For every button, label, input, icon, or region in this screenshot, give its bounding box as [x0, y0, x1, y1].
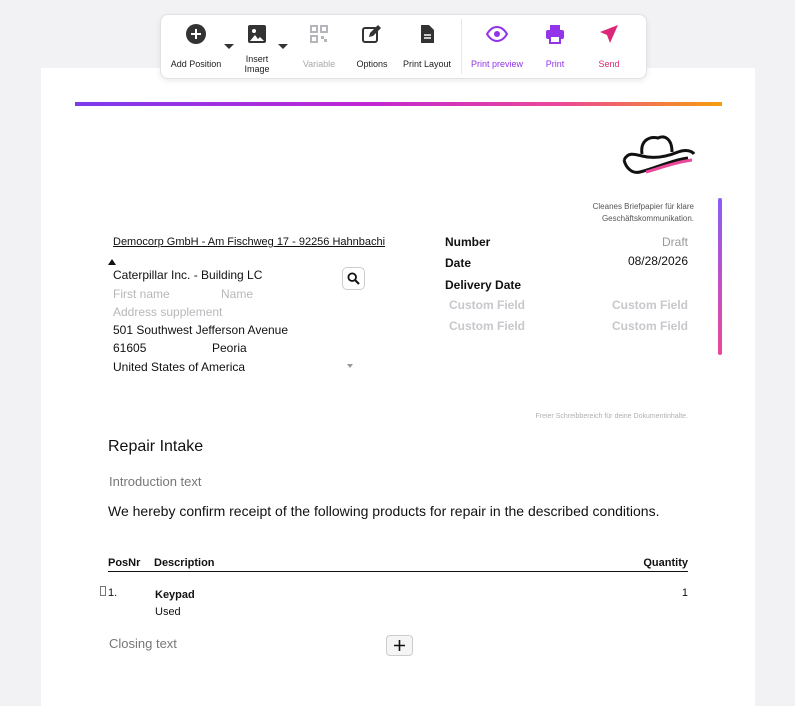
row-item-subtitle[interactable]: Used	[155, 606, 181, 618]
row-posnr: 1.	[108, 587, 118, 599]
editor-toolbar	[160, 14, 647, 79]
add-position-inline-button[interactable]	[386, 635, 413, 656]
eye-icon	[486, 23, 508, 45]
header-gradient-bar	[75, 102, 722, 106]
toolbar-divider	[461, 19, 462, 74]
image-icon	[246, 23, 268, 45]
date-value[interactable]: 08/28/2026	[627, 254, 688, 268]
custom-field-1-label[interactable]: Custom Field	[449, 298, 526, 312]
sender-address-line[interactable]: Democorp GmbH - Am Fischweg 17 - 92256 Hahnbachi	[113, 236, 386, 248]
add-position-dropdown-caret[interactable]	[224, 44, 234, 49]
recipient-company[interactable]: Caterpillar Inc. - Building LC	[113, 268, 263, 282]
custom-field-2-label[interactable]: Custom Field	[449, 319, 526, 333]
print-layout-label: Print Layout	[402, 59, 452, 69]
name-field[interactable]: Name	[221, 287, 254, 301]
col-header-quantity: Quantity	[643, 557, 688, 569]
document-title[interactable]: Repair Intake	[108, 438, 204, 455]
document-icon	[416, 23, 438, 45]
add-position-label: Add Position	[170, 59, 222, 69]
street-field[interactable]: 501 Southwest Jefferson Avenue	[113, 323, 289, 337]
row-item-title[interactable]: Keypad	[155, 589, 195, 601]
print-label: Print	[545, 59, 565, 69]
city-field[interactable]: Peoria	[212, 341, 247, 355]
country-select[interactable]: United States of America	[113, 360, 246, 374]
closing-text-field[interactable]: Closing text	[109, 636, 177, 651]
send-label: Send	[598, 59, 620, 69]
date-label: Date	[445, 256, 472, 270]
print-preview-label: Print preview	[470, 59, 524, 69]
country-dropdown-arrow[interactable]	[347, 364, 353, 368]
delivery-date-label: Delivery Date	[445, 278, 522, 292]
col-header-description: Description	[154, 557, 215, 569]
drag-handle-icon[interactable]	[100, 586, 106, 596]
slogan-line-2: Geschäftskommunikation.	[601, 214, 694, 223]
options-button[interactable]	[347, 15, 397, 78]
slogan-line-1: Cleanes Briefpapier für klare	[592, 202, 694, 211]
introduction-body[interactable]: We hereby confirm receipt of the following products for repair in the described conditions.	[108, 503, 660, 519]
send-button[interactable]	[586, 15, 632, 78]
qr-code-icon	[308, 23, 330, 45]
free-area-note: Freier Schreibbereich für deine Dokumentinhalte.	[535, 413, 688, 420]
send-icon	[598, 23, 620, 45]
address-supplement-field[interactable]: Address supplement	[113, 305, 223, 319]
plus-icon	[394, 640, 405, 651]
search-icon	[347, 272, 360, 285]
introduction-text-field[interactable]: Introduction text	[109, 474, 202, 489]
insert-image-button[interactable]	[234, 15, 280, 78]
zip-field[interactable]: 61605	[113, 341, 147, 355]
row-quantity[interactable]: 1	[681, 587, 688, 599]
cowboy-hat-logo	[620, 132, 696, 182]
custom-field-2-value[interactable]: Custom Field	[611, 319, 688, 333]
letterhead-slogan	[540, 201, 694, 225]
insert-image-label: Insert Image	[244, 54, 270, 74]
add-circle-icon	[185, 23, 207, 45]
number-label: Number	[445, 235, 491, 249]
contact-search-button[interactable]	[342, 267, 365, 290]
collapse-address-triangle[interactable]	[108, 259, 116, 265]
printer-icon	[544, 23, 566, 45]
letterhead-accent-bar	[718, 198, 722, 355]
edit-options-icon	[361, 23, 383, 45]
insert-image-dropdown-caret[interactable]	[278, 44, 288, 49]
options-label: Options	[356, 59, 388, 69]
variable-button[interactable]	[291, 15, 347, 78]
variable-label: Variable	[302, 59, 336, 69]
table-header-rule	[108, 571, 688, 572]
first-name-field[interactable]: First name	[113, 287, 170, 301]
col-header-posnr: PosNr	[108, 557, 141, 569]
print-preview-button[interactable]	[466, 15, 528, 78]
add-position-button[interactable]	[166, 15, 226, 78]
print-layout-button[interactable]	[399, 15, 455, 78]
custom-field-1-value[interactable]: Custom Field	[611, 298, 688, 312]
number-value: Draft	[661, 235, 688, 249]
print-button[interactable]	[532, 15, 578, 78]
